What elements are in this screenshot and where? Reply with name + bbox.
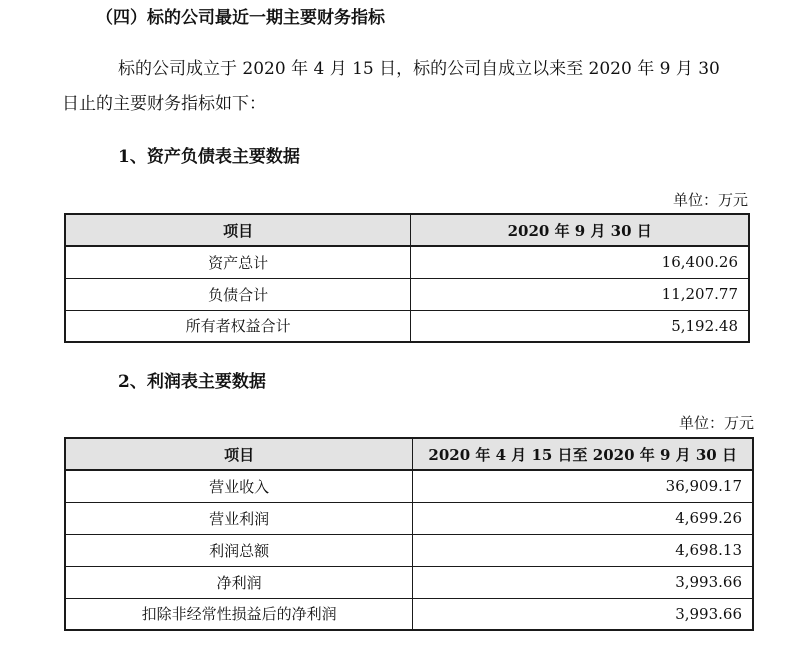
row-value: 36,909.17 <box>413 470 753 502</box>
row-value: 16,400.26 <box>411 246 749 278</box>
balance-sheet-table <box>64 213 750 343</box>
balance-unit-label: 单位：万元 <box>672 191 748 209</box>
row-value: 4,699.26 <box>413 502 753 534</box>
row-label: 营业利润 <box>65 502 413 534</box>
row-label: 扣除非经常性损益后的净利润 <box>65 598 413 630</box>
row-label: 所有者权益合计 <box>65 310 411 342</box>
row-label: 负债合计 <box>65 278 411 310</box>
row-label: 利润总额 <box>65 534 413 566</box>
income-statement-table <box>64 437 754 631</box>
balance-sheet-heading: 1、资产负债表主要数据 <box>118 147 300 167</box>
table-row <box>65 310 749 342</box>
table-header-row <box>65 438 753 470</box>
row-value: 11,207.77 <box>411 278 749 310</box>
row-value: 5,192.48 <box>411 310 749 342</box>
intro-line-2: 日止的主要财务指标如下： <box>62 94 266 114</box>
table-row <box>65 246 749 278</box>
row-value: 3,993.66 <box>413 566 753 598</box>
income-unit-label: 单位：万元 <box>678 414 754 432</box>
table-row <box>65 502 753 534</box>
column-header-item: 项目 <box>65 214 411 246</box>
row-value: 4,698.13 <box>413 534 753 566</box>
table-header-row <box>65 214 749 246</box>
section-title: （四）标的公司最近一期主要财务指标 <box>96 8 385 28</box>
row-label: 净利润 <box>65 566 413 598</box>
row-label: 营业收入 <box>65 470 413 502</box>
column-header-date: 2020 年 9 月 30 日 <box>411 214 749 246</box>
column-header-period: 2020 年 4 月 15 日至 2020 年 9 月 30 日 <box>413 438 753 470</box>
row-label: 资产总计 <box>65 246 411 278</box>
table-row <box>65 278 749 310</box>
row-value: 3,993.66 <box>413 598 753 630</box>
table-row <box>65 534 753 566</box>
intro-line-1: 标的公司成立于 2020 年 4 月 15 日，标的公司自成立以来至 2020 年 9 月 30 <box>118 59 720 79</box>
table-row <box>65 566 753 598</box>
table-row <box>65 470 753 502</box>
column-header-item: 项目 <box>65 438 413 470</box>
table-row <box>65 598 753 630</box>
income-statement-heading: 2、利润表主要数据 <box>118 372 266 392</box>
